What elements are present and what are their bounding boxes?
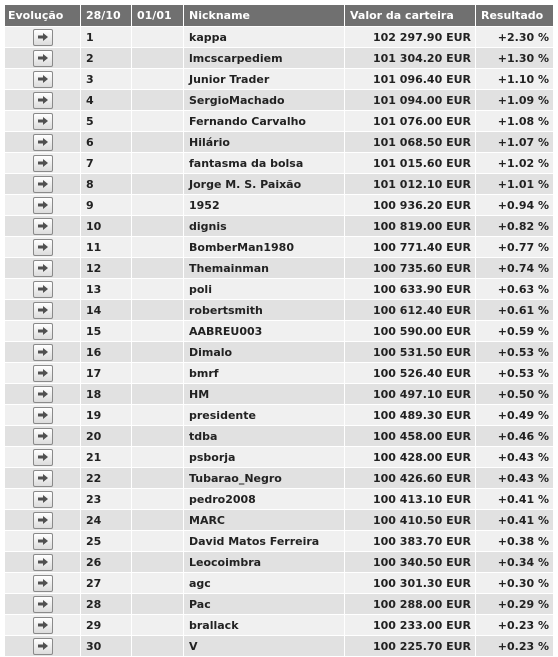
rank-cell: 27 [80, 573, 131, 593]
arrow-right-icon [37, 242, 49, 252]
rank-cell: 12 [80, 258, 131, 278]
rank-cell: 21 [80, 447, 131, 467]
resultado-cell: +0.53 % [475, 363, 553, 383]
start-rank-cell [131, 342, 183, 362]
nickname-cell[interactable]: Hilário [183, 132, 344, 152]
table-row [5, 468, 553, 488]
evolucao-cell [5, 321, 80, 341]
rank-cell: 6 [80, 132, 131, 152]
table-row [5, 258, 553, 278]
valor-cell: 101 012.10 EUR [344, 174, 475, 194]
nickname-cell[interactable]: Dimalo [183, 342, 344, 362]
evolucao-cell [5, 195, 80, 215]
rank-cell: 14 [80, 300, 131, 320]
resultado-cell: +0.23 % [475, 615, 553, 635]
nickname-cell[interactable]: fantasma da bolsa [183, 153, 344, 173]
evolucao-cell [5, 636, 80, 656]
col-valor: Valor da carteira [344, 5, 475, 26]
evolution-button[interactable] [33, 344, 53, 361]
evolution-button[interactable] [33, 323, 53, 340]
arrow-right-icon [37, 368, 49, 378]
resultado-cell: +0.46 % [475, 426, 553, 446]
evolucao-cell [5, 510, 80, 530]
start-rank-cell [131, 27, 183, 47]
resultado-cell: +0.34 % [475, 552, 553, 572]
valor-cell: 100 288.00 EUR [344, 594, 475, 614]
valor-cell: 101 096.40 EUR [344, 69, 475, 89]
arrow-right-icon [37, 200, 49, 210]
arrow-right-icon [37, 641, 49, 651]
start-rank-cell [131, 111, 183, 131]
arrow-right-icon [37, 179, 49, 189]
resultado-cell: +0.43 % [475, 468, 553, 488]
table-row [5, 342, 553, 362]
arrow-right-icon [37, 620, 49, 630]
valor-cell: 100 383.70 EUR [344, 531, 475, 551]
ranking-rows [5, 27, 553, 656]
nickname-cell[interactable]: bmrf [183, 363, 344, 383]
evolution-button[interactable] [33, 596, 53, 613]
nickname-cell[interactable]: David Matos Ferreira [183, 531, 344, 551]
rank-cell: 10 [80, 216, 131, 236]
evolucao-cell [5, 573, 80, 593]
col-resultado: Resultado [475, 5, 553, 26]
evolution-button[interactable] [33, 638, 53, 655]
table-row [5, 195, 553, 215]
start-rank-cell [131, 69, 183, 89]
arrow-right-icon [37, 116, 49, 126]
resultado-cell: +0.43 % [475, 447, 553, 467]
evolution-button[interactable] [33, 155, 53, 172]
start-rank-cell [131, 90, 183, 110]
arrow-right-icon [37, 515, 49, 525]
evolucao-cell [5, 111, 80, 131]
valor-cell: 100 526.40 EUR [344, 363, 475, 383]
valor-cell: 100 590.00 EUR [344, 321, 475, 341]
resultado-cell: +0.63 % [475, 279, 553, 299]
evolucao-cell [5, 384, 80, 404]
table-row [5, 111, 553, 131]
evolucao-cell [5, 132, 80, 152]
resultado-cell: +0.49 % [475, 405, 553, 425]
resultado-cell: +0.41 % [475, 489, 553, 509]
evolucao-cell [5, 426, 80, 446]
start-rank-cell [131, 237, 183, 257]
table-row [5, 48, 553, 68]
valor-cell: 100 426.60 EUR [344, 468, 475, 488]
rank-cell: 2 [80, 48, 131, 68]
resultado-cell: +1.07 % [475, 132, 553, 152]
evolucao-cell [5, 27, 80, 47]
arrow-right-icon [37, 326, 49, 336]
table-row [5, 300, 553, 320]
nickname-cell[interactable]: pedro2008 [183, 489, 344, 509]
valor-cell: 100 497.10 EUR [344, 384, 475, 404]
start-rank-cell [131, 195, 183, 215]
resultado-cell: +1.30 % [475, 48, 553, 68]
ranking-table [5, 4, 553, 657]
rank-cell: 17 [80, 363, 131, 383]
rank-cell: 20 [80, 426, 131, 446]
nickname-cell[interactable]: Pac [183, 594, 344, 614]
rank-cell: 30 [80, 636, 131, 656]
rank-cell: 29 [80, 615, 131, 635]
start-rank-cell [131, 321, 183, 341]
valor-cell: 100 410.50 EUR [344, 510, 475, 530]
resultado-cell: +1.09 % [475, 90, 553, 110]
evolucao-cell [5, 279, 80, 299]
arrow-right-icon [37, 53, 49, 63]
evolucao-cell [5, 258, 80, 278]
evolucao-cell [5, 594, 80, 614]
resultado-cell: +0.94 % [475, 195, 553, 215]
nickname-cell[interactable]: presidente [183, 405, 344, 425]
start-rank-cell [131, 258, 183, 278]
evolution-button[interactable] [33, 113, 53, 130]
evolution-button[interactable] [33, 197, 53, 214]
start-rank-cell [131, 363, 183, 383]
rank-cell: 15 [80, 321, 131, 341]
table-row [5, 426, 553, 446]
evolution-button[interactable] [33, 281, 53, 298]
resultado-cell: +0.23 % [475, 636, 553, 656]
nickname-cell[interactable]: Jorge M. S. Paixão [183, 174, 344, 194]
start-rank-cell [131, 573, 183, 593]
header-row [5, 5, 553, 26]
start-rank-cell [131, 132, 183, 152]
rank-cell: 11 [80, 237, 131, 257]
table-row [5, 174, 553, 194]
table-row [5, 321, 553, 341]
valor-cell: 100 233.00 EUR [344, 615, 475, 635]
arrow-right-icon [37, 158, 49, 168]
rank-cell: 7 [80, 153, 131, 173]
valor-cell: 101 076.00 EUR [344, 111, 475, 131]
arrow-right-icon [37, 347, 49, 357]
arrow-right-icon [37, 410, 49, 420]
table-row [5, 573, 553, 593]
evolution-button[interactable] [33, 470, 53, 487]
evolucao-cell [5, 363, 80, 383]
evolution-button[interactable] [33, 575, 53, 592]
evolucao-cell [5, 69, 80, 89]
evolution-button[interactable] [33, 71, 53, 88]
start-rank-cell [131, 174, 183, 194]
rank-cell: 19 [80, 405, 131, 425]
nickname-cell[interactable]: lmcscarpediem [183, 48, 344, 68]
nickname-cell[interactable]: kappa [183, 27, 344, 47]
arrow-right-icon [37, 284, 49, 294]
valor-cell: 100 612.40 EUR [344, 300, 475, 320]
evolution-button[interactable] [33, 386, 53, 403]
table-row [5, 216, 553, 236]
rank-cell: 22 [80, 468, 131, 488]
table-row [5, 510, 553, 530]
arrow-right-icon [37, 74, 49, 84]
nickname-cell[interactable]: BomberMan1980 [183, 237, 344, 257]
arrow-right-icon [37, 599, 49, 609]
start-rank-cell [131, 216, 183, 236]
evolution-button[interactable] [33, 554, 53, 571]
evolution-button[interactable] [33, 491, 53, 508]
valor-cell: 100 531.50 EUR [344, 342, 475, 362]
nickname-cell[interactable]: Tubarao_Negro [183, 468, 344, 488]
start-rank-cell [131, 594, 183, 614]
evolution-button[interactable] [33, 260, 53, 277]
table-row [5, 27, 553, 47]
start-rank-cell [131, 531, 183, 551]
rank-cell: 23 [80, 489, 131, 509]
nickname-cell[interactable]: MARC [183, 510, 344, 530]
table-row [5, 405, 553, 425]
resultado-cell: +0.74 % [475, 258, 553, 278]
resultado-cell: +0.61 % [475, 300, 553, 320]
start-rank-cell [131, 279, 183, 299]
nickname-cell[interactable]: agc [183, 573, 344, 593]
arrow-right-icon [37, 305, 49, 315]
table-row [5, 279, 553, 299]
start-rank-cell [131, 300, 183, 320]
table-row [5, 384, 553, 404]
evolution-button[interactable] [33, 239, 53, 256]
col-date-current: 28/10 [80, 5, 131, 26]
resultado-cell: +0.53 % [475, 342, 553, 362]
resultado-cell: +1.02 % [475, 153, 553, 173]
arrow-right-icon [37, 263, 49, 273]
evolution-button[interactable] [33, 92, 53, 109]
start-rank-cell [131, 405, 183, 425]
nickname-cell[interactable]: AABREU003 [183, 321, 344, 341]
resultado-cell: +1.01 % [475, 174, 553, 194]
resultado-cell: +0.30 % [475, 573, 553, 593]
nickname-cell[interactable]: tdba [183, 426, 344, 446]
arrow-right-icon [37, 473, 49, 483]
evolution-button[interactable] [33, 449, 53, 466]
rank-cell: 3 [80, 69, 131, 89]
valor-cell: 100 771.40 EUR [344, 237, 475, 257]
rank-cell: 4 [80, 90, 131, 110]
nickname-cell[interactable]: robertsmith [183, 300, 344, 320]
valor-cell: 100 735.60 EUR [344, 258, 475, 278]
rank-cell: 24 [80, 510, 131, 530]
start-rank-cell [131, 447, 183, 467]
arrow-right-icon [37, 137, 49, 147]
valor-cell: 101 068.50 EUR [344, 132, 475, 152]
col-date-start: 01/01 [131, 5, 183, 26]
valor-cell: 100 225.70 EUR [344, 636, 475, 656]
nickname-cell[interactable]: psborja [183, 447, 344, 467]
start-rank-cell [131, 153, 183, 173]
valor-cell: 100 428.00 EUR [344, 447, 475, 467]
arrow-right-icon [37, 494, 49, 504]
resultado-cell: +1.08 % [475, 111, 553, 131]
table-row [5, 552, 553, 572]
evolution-button[interactable] [33, 134, 53, 151]
valor-cell: 100 633.90 EUR [344, 279, 475, 299]
evolution-button[interactable] [33, 617, 53, 634]
valor-cell: 101 094.00 EUR [344, 90, 475, 110]
valor-cell: 102 297.90 EUR [344, 27, 475, 47]
start-rank-cell [131, 48, 183, 68]
valor-cell: 101 304.20 EUR [344, 48, 475, 68]
evolution-button[interactable] [33, 302, 53, 319]
rank-cell: 5 [80, 111, 131, 131]
nickname-cell[interactable]: poli [183, 279, 344, 299]
resultado-cell: +0.82 % [475, 216, 553, 236]
arrow-right-icon [37, 95, 49, 105]
rank-cell: 9 [80, 195, 131, 215]
start-rank-cell [131, 489, 183, 509]
evolucao-cell [5, 531, 80, 551]
evolucao-cell [5, 216, 80, 236]
valor-cell: 100 301.30 EUR [344, 573, 475, 593]
nickname-cell[interactable]: SergioMachado [183, 90, 344, 110]
nickname-cell[interactable]: Fernando Carvalho [183, 111, 344, 131]
nickname-cell[interactable]: brallack [183, 615, 344, 635]
nickname-cell[interactable]: V [183, 636, 344, 656]
nickname-cell[interactable]: Themainman [183, 258, 344, 278]
rank-cell: 18 [80, 384, 131, 404]
evolucao-cell [5, 48, 80, 68]
valor-cell: 100 936.20 EUR [344, 195, 475, 215]
table-row [5, 363, 553, 383]
table-row [5, 615, 553, 635]
start-rank-cell [131, 552, 183, 572]
arrow-right-icon [37, 221, 49, 231]
evolucao-cell [5, 174, 80, 194]
evolution-button[interactable] [33, 407, 53, 424]
nickname-cell[interactable]: 1952 [183, 195, 344, 215]
evolution-button[interactable] [33, 365, 53, 382]
table-row [5, 594, 553, 614]
evolucao-cell [5, 615, 80, 635]
evolution-button[interactable] [33, 428, 53, 445]
evolucao-cell [5, 90, 80, 110]
arrow-right-icon [37, 431, 49, 441]
arrow-right-icon [37, 452, 49, 462]
evolution-button[interactable] [33, 218, 53, 235]
table-row [5, 237, 553, 257]
arrow-right-icon [37, 536, 49, 546]
start-rank-cell [131, 384, 183, 404]
col-nickname: Nickname [183, 5, 344, 26]
table-row [5, 636, 553, 656]
table-row [5, 153, 553, 173]
table-row [5, 531, 553, 551]
nickname-cell[interactable]: dignis [183, 216, 344, 236]
nickname-cell[interactable]: HM [183, 384, 344, 404]
table-row [5, 132, 553, 152]
arrow-right-icon [37, 389, 49, 399]
evolution-button[interactable] [33, 512, 53, 529]
valor-cell: 100 819.00 EUR [344, 216, 475, 236]
resultado-cell: +0.41 % [475, 510, 553, 530]
table-row [5, 69, 553, 89]
evolution-button[interactable] [33, 29, 53, 46]
arrow-right-icon [37, 32, 49, 42]
start-rank-cell [131, 615, 183, 635]
start-rank-cell [131, 468, 183, 488]
start-rank-cell [131, 510, 183, 530]
nickname-cell[interactable]: Leocoimbra [183, 552, 344, 572]
evolucao-cell [5, 405, 80, 425]
valor-cell: 100 458.00 EUR [344, 426, 475, 446]
rank-cell: 26 [80, 552, 131, 572]
rank-cell: 16 [80, 342, 131, 362]
table-row [5, 447, 553, 467]
rank-cell: 8 [80, 174, 131, 194]
evolution-button[interactable] [33, 176, 53, 193]
evolucao-cell [5, 489, 80, 509]
arrow-right-icon [37, 557, 49, 567]
resultado-cell: +0.50 % [475, 384, 553, 404]
nickname-cell[interactable]: Junior Trader [183, 69, 344, 89]
resultado-cell: +0.59 % [475, 321, 553, 341]
evolucao-cell [5, 153, 80, 173]
start-rank-cell [131, 636, 183, 656]
evolution-button[interactable] [33, 533, 53, 550]
resultado-cell: +0.38 % [475, 531, 553, 551]
start-rank-cell [131, 426, 183, 446]
rank-cell: 13 [80, 279, 131, 299]
arrow-right-icon [37, 578, 49, 588]
evolucao-cell [5, 552, 80, 572]
table-row [5, 90, 553, 110]
rank-cell: 1 [80, 27, 131, 47]
valor-cell: 101 015.60 EUR [344, 153, 475, 173]
resultado-cell: +2.30 % [475, 27, 553, 47]
valor-cell: 100 489.30 EUR [344, 405, 475, 425]
resultado-cell: +0.29 % [475, 594, 553, 614]
evolucao-cell [5, 468, 80, 488]
evolucao-cell [5, 237, 80, 257]
evolucao-cell [5, 447, 80, 467]
resultado-cell: +0.77 % [475, 237, 553, 257]
evolucao-cell [5, 342, 80, 362]
valor-cell: 100 340.50 EUR [344, 552, 475, 572]
evolucao-cell [5, 300, 80, 320]
valor-cell: 100 413.10 EUR [344, 489, 475, 509]
col-evolucao: Evolução [5, 5, 80, 26]
table-row [5, 489, 553, 509]
rank-cell: 28 [80, 594, 131, 614]
rank-cell: 25 [80, 531, 131, 551]
resultado-cell: +1.10 % [475, 69, 553, 89]
evolution-button[interactable] [33, 50, 53, 67]
